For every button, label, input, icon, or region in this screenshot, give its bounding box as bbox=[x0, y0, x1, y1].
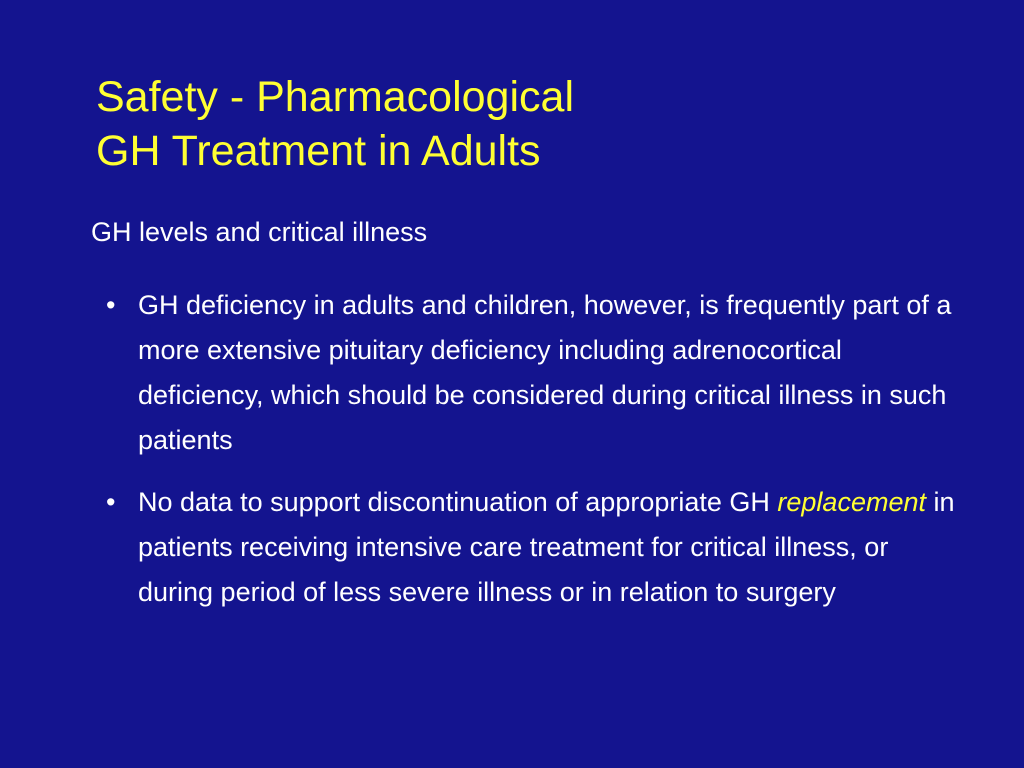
title-line-2: GH Treatment in Adults bbox=[96, 127, 541, 175]
slide-title bbox=[96, 70, 574, 178]
bullet-item-2 bbox=[96, 480, 956, 615]
bullet-item-1 bbox=[96, 283, 956, 463]
bullet-emphasis: replacement bbox=[777, 487, 926, 517]
slide-subtitle: GH levels and critical illness bbox=[91, 217, 428, 247]
bullet-text: GH deficiency in adults and children, however, is frequently part of a more extensive pituitary deficiency including adrenocortical deficiency, which should be considered during critical illness in such patients bbox=[138, 290, 952, 455]
bullet-text-start: No data to support discontinuation of appropriate GH bbox=[138, 487, 778, 517]
bullet-list bbox=[96, 283, 956, 632]
bullet-icon: • bbox=[106, 290, 116, 320]
bullet-text-end: in patients receiving intensive care treatment for critical illness, or during period of less severe illness or in relation to surgery bbox=[138, 487, 955, 607]
title-line-1: Safety - Pharmacological bbox=[96, 73, 574, 121]
bullet-icon: • bbox=[106, 487, 116, 517]
